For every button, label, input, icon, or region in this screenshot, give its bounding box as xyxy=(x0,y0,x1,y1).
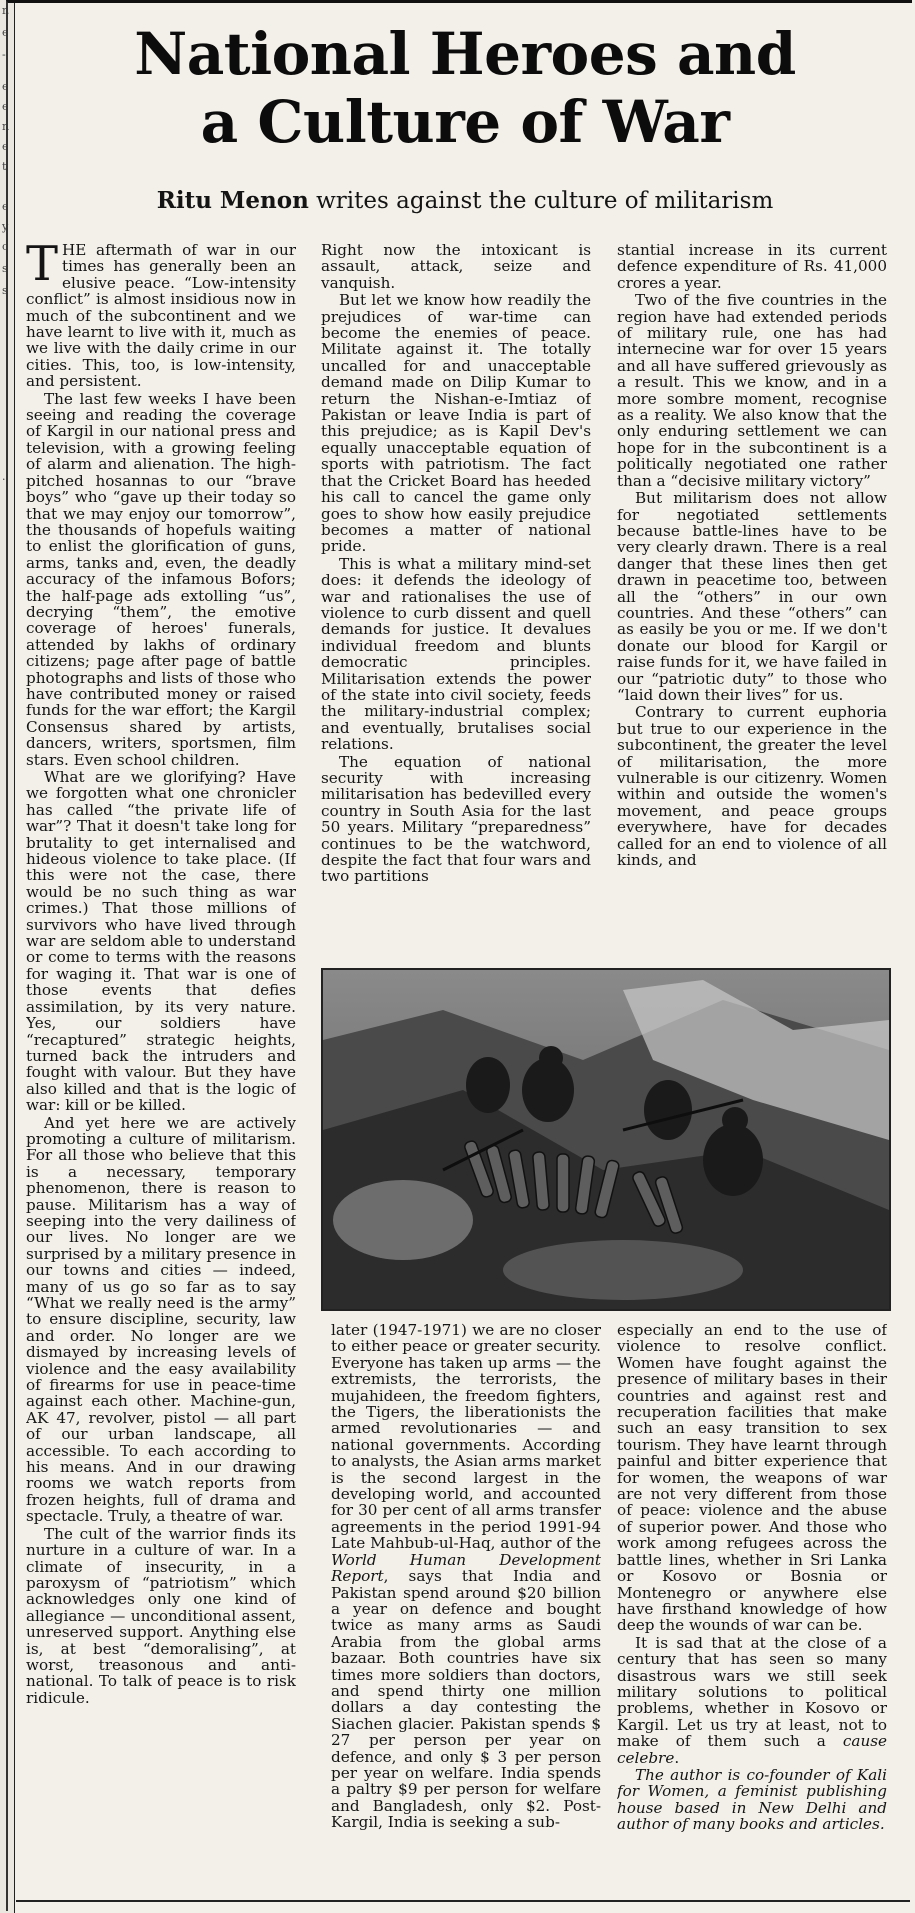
paragraph: stantial increase in its current defence expenditure of Rs. 41,000 crores a year. xyxy=(617,242,887,292)
drop-cap: T xyxy=(26,242,59,292)
gutter-fragment: s xyxy=(2,262,8,275)
paragraph-text: HE aftermath of war in our times has generally been an elusive peace. “Low-intensity conflict” is almost insidious now in much of the subcontinent and we have learnt to live with it, much as we live with the daily crime in our cities. This, too, is low-intensity, and persistent. xyxy=(26,242,296,391)
headline-line-1: National Heroes and xyxy=(134,20,796,88)
gutter-fragment: y xyxy=(2,220,9,233)
gutter-fragment: . xyxy=(2,470,6,483)
article-column-2 xyxy=(321,242,591,974)
byline-text: writes against the culture of militarism xyxy=(308,188,774,214)
gutter-fragment: - xyxy=(2,48,6,61)
paragraph: The cult of the warrior finds its nurture in a culture of war. In a climate of insecurity, in a paroxysm of “patriotism” which acknowledges only one kind of allegiance — unconditional assent, unreserved support. Anything else is, at best “demoralising”, at worst, treasonous and anti-national. To talk of peace is to risk ridicule. xyxy=(26,1524,296,1707)
byline xyxy=(20,186,910,216)
gutter-fragment: e xyxy=(2,26,9,39)
paragraph: The last few weeks I have been seeing and reading the coverage of Kargil in our national press and television, with a growing feeling of alarm and alienation. The high-pitched hosannas to our “brave boys” who “gave up their today so that we may enjoy our tomorrow”, the thousands of hopefuls waiting to enlist the glorification of guns, arms, tanks and, even, the deadly accuracy of the infamous Bofors; the half-page ads extolling “us”, decrying “them”, the emotive coverage of heroes' funerals, attended by lakhs of ordinary citizens; page after page of battle photographs and lists of those who have contributed money or raised funds for the war effort; the Kargil Consensus shared by artists, dancers, writers, sportsmen, film stars. Even school children. xyxy=(26,389,296,769)
paragraph: especially an end to the use of violence to resolve conflict. Women have fought against the presence of military bases in their countries and against rest and recuperation facilities that make such an easy transition to sex tourism. They have learnt through painful and bitter experience that for women, the weapons of war are not very different from those of peace: violence and the abuse of superior power. And those who work among refugees across the battle lines, whether in Sri Lanka or Kosovo or Bosnia or Montenegro or anywhere else have firsthand knowledge of how deep the wounds of war can be. xyxy=(617,1322,887,1635)
boulder xyxy=(503,1240,743,1300)
gutter-fragment: o xyxy=(2,240,9,253)
battlefield-photo xyxy=(321,968,891,1311)
byline-author: Ritu Menon xyxy=(156,187,309,214)
gutter-fragment: e xyxy=(2,80,9,93)
paragraph: But militarism does not allow for negotiated settlements because battle-lines have to be very clearly drawn. There is a real danger that these lines then get drawn in peacetime too, between all the “others” in our own countries. And these “others” can as easily be you or me. If we don't donate our blood for Kargil or raise funds for it, we have failed in our “patriotic duty” to those who “laid down their lives” for us. xyxy=(617,489,887,704)
paragraph-text: . xyxy=(674,1748,680,1767)
paragraph: Two of the five countries in the region have had extended periods of military rule, one has had internecine war for over 15 years and all have suffered grievously as a result. This we know, and in a more sombre moment, recognise as a reality. We also know that the only enduring settlement we can hope for in the subcontinent is a politically negotiated one rather than a “decisive military victory” xyxy=(617,291,887,490)
paragraph-text: later (1947-1971) we are no closer to either peace or greater security. Everyone has taken up arms — the extremists, the terrorists, the mujahideen, the freedom fighters, the Tigers, the liberationists the armed revolutionaries — and national governments. According to analysts, the Asian arms market is the second largest in the developing world, and accounted for 30 per cent of all arms transfer agreements in the period 1991-94 Late Mahbub-ul-Haq, author of the xyxy=(331,1322,601,1553)
paragraph: What are we glorifying? Have we forgotten what one chronicler has called “the private life of war”? That it doesn't take long for brutality to get internalised and hideous violence to take place. (If this were not the case, there would be no such thing as war crimes.) That those millions of survivors who have lived through war are seldom able to understand or come to terms with the reasons for waging it. That war is one of those events that defies assimilation, by its very nature. Yes, our soldiers have “recaptured” strategic heights, turned back the intruders and fought with valour. But they have also killed and that is the logic of war: kill or be killed. xyxy=(26,768,296,1115)
boulder xyxy=(333,1180,473,1260)
paragraph: And yet here we are actively promoting a culture of militarism. For all those who believe that this is a necessary, temporary phenomenon, there is reason to pause. Militarism has a way of seeping into the very dailiness of our lives. No longer are we surprised by a military presence in our towns and cities — indeed, many of us go so far as to say “What we really need is the army” to ensure discipline, security, law and order. No longer are we dismayed by increasing levels of violence and the easy availability of firearms for use in peace-time against each other. Machine-gun, AK 47, revolver, pistol — all part of our urban landscape, all accessible. To each according to his means. And in our drawing rooms we watch reports from frozen heights, full of drama and spectacle. Truly, a theatre of war. xyxy=(26,1113,296,1526)
paragraph-text: , says that India and Pakistan spend around $20 billion a year on defence and bought twice as many arms as Saudi Arabia from the global arms bazaar. Both countries have six times more soldiers than doctors, and spend thirty one million dollars a day contesting the Siachen glacier. Pakistan spends $ 27 per person per year on defence, and only $ 3 per person per year on welfare. India spends a paltry $9 per person for welfare and Bangladesh, only $2. Post-Kargil, India is seeking a sub- xyxy=(331,1567,601,1832)
gutter-fragment: e xyxy=(2,140,9,153)
paragraph: This is what a military mind-set does: it defends the ideology of war and rationalises the use of violence to curb dissent and quell demands for justice. It devalues individual freedom and blunts democratic principles. Militarisation extends the power of the state into civil society, feeds the military-industrial complex; and eventually, brutalises social relations. xyxy=(321,554,591,754)
photo-illustration xyxy=(323,970,889,1309)
gutter-fragment: t xyxy=(2,160,7,173)
headline-line-2: a Culture of War xyxy=(200,88,730,156)
bottom-rule xyxy=(16,1900,910,1902)
article-column-3 xyxy=(617,242,887,974)
paragraph xyxy=(331,1322,601,1831)
article-column-1 xyxy=(26,242,296,1902)
report-title: World Human Development Report xyxy=(331,1550,601,1586)
article-column-3-continued xyxy=(617,1322,887,1902)
headline xyxy=(20,20,910,156)
gutter-fragment: e xyxy=(2,200,9,213)
gutter-fragment: n xyxy=(2,120,10,133)
paragraph xyxy=(26,242,296,390)
author-note: The author is co-founder of Kali for Women, a feminist publishing house based in New Delhi and author of many books and articles. xyxy=(617,1765,887,1834)
paragraph: The equation of national security with increasing militarisation has bedevilled every country in South Asia for the last 50 years. Military “preparedness” continues to be the watchword, despite the fact that four wars and two partitions xyxy=(321,752,591,886)
paragraph xyxy=(617,1635,887,1766)
paragraph: Contrary to current euphoria but true to our experience in the subcontinent, the greater the level of militarisation, the more vulnerable is our citizenry. Women within and outside the women's movement, and peace groups everywhere, have for decades called for an end to violence of all kinds, and xyxy=(617,703,887,870)
article-column-2-continued xyxy=(331,1322,601,1902)
gutter-fragment: e xyxy=(2,100,9,113)
italic-phrase: cause celebre xyxy=(617,1732,887,1767)
paragraph: Right now the intoxicant is assault, attack, seize and vanquish. xyxy=(321,242,591,292)
gutter-fragment: r. xyxy=(2,4,10,17)
paragraph-text: It is sad that at the close of a century that has seen so many disastrous wars we still seek military solutions to political problems, whether in Kosovo or Kargil. Let us try at least, not to make of them such a xyxy=(617,1633,887,1751)
paragraph: But let we know how readily the prejudices of war-time can become the enemies of peace. Militate against it. The totally uncalled for and unacceptable demand made on Dilip Kumar to return the Nishan-e-Imtiaz of Pakistan or leave India is part of this prejudice; as is Kapil Dev's equally unacceptable equation of sports with patriotism. The fact that the Cricket Board has heeded his call to cancel the game only goes to show how easily prejudice becomes a matter of national pride. xyxy=(321,291,591,556)
gutter-fragment: s xyxy=(2,284,8,297)
